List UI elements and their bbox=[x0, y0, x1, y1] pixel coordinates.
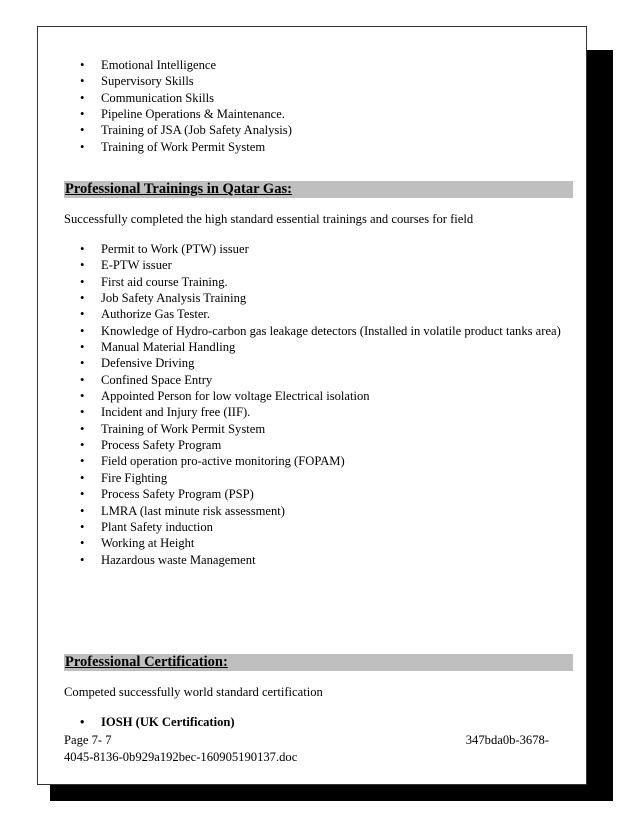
bullet-icon: • bbox=[80, 107, 85, 122]
list-item: • Working at Height bbox=[80, 536, 195, 551]
bullet-icon: • bbox=[80, 470, 85, 485]
bullet-icon: • bbox=[80, 139, 85, 154]
list-item: • Appointed Person for low voltage Electrical isolation bbox=[80, 389, 370, 404]
list-item: • Incident and Injury free (IIF). bbox=[80, 405, 251, 420]
list-item: • Defensive Driving bbox=[80, 356, 195, 371]
list-item: • First aid course Training. bbox=[80, 274, 228, 289]
bullet-icon: • bbox=[80, 519, 85, 534]
list-item: • Plant Safety induction bbox=[80, 519, 213, 534]
list-item: • Process Safety Program (PSP) bbox=[80, 487, 254, 502]
certification-intro: Competed successfully world standard certification bbox=[64, 685, 323, 699]
bullet-icon: • bbox=[80, 405, 85, 420]
bullet-icon: • bbox=[80, 242, 85, 256]
page-number: Page 7- 7 bbox=[64, 733, 112, 747]
page-footer bbox=[64, 732, 574, 766]
bullet-icon: • bbox=[80, 74, 85, 89]
bullet-icon: • bbox=[80, 715, 85, 729]
list-item: • Knowledge of Hydro-carbon gas leakage detectors (Installed in volatile product tanks area) bbox=[80, 323, 561, 338]
list-item: • Supervisory Skills bbox=[80, 74, 194, 89]
doc-id-part1: 347bda0b-3678- bbox=[465, 733, 549, 747]
bullet-icon: • bbox=[80, 487, 85, 502]
list-item: • Fire Fighting bbox=[80, 470, 168, 485]
bullet-icon: • bbox=[80, 123, 85, 138]
bullet-icon: • bbox=[80, 307, 85, 322]
list-item: • E-PTW issuer bbox=[80, 258, 172, 273]
list-item: • Training of JSA (Job Safety Analysis) bbox=[80, 123, 292, 138]
bullet-icon: • bbox=[80, 291, 85, 306]
list-item: • Job Safety Analysis Training bbox=[80, 291, 247, 306]
bullet-icon: • bbox=[80, 438, 85, 453]
bullet-icon: • bbox=[80, 90, 85, 105]
skills-list bbox=[64, 57, 292, 155]
bullet-icon: • bbox=[80, 258, 85, 273]
list-item: • Hazardous waste Management bbox=[80, 552, 256, 567]
list-item: • Communication Skills bbox=[80, 90, 214, 105]
list-item: • Emotional Intelligence bbox=[80, 58, 217, 72]
list-item: • Authorize Gas Tester. bbox=[80, 307, 211, 322]
list-item: • LMRA (last minute risk assessment) bbox=[80, 503, 285, 518]
bullet-icon: • bbox=[80, 454, 85, 469]
list-item: • IOSH (UK Certification) bbox=[80, 715, 235, 729]
list-item: • Confined Space Entry bbox=[80, 372, 213, 387]
bullet-icon: • bbox=[80, 323, 85, 338]
bullet-icon: • bbox=[80, 421, 85, 436]
bullet-icon: • bbox=[80, 503, 85, 518]
list-item: • Process Safety Program bbox=[80, 438, 222, 453]
list-item: • Field operation pro-active monitoring (FOPAM) bbox=[80, 454, 345, 469]
bullet-icon: • bbox=[80, 356, 85, 371]
list-item: • Training of Work Permit System bbox=[80, 421, 266, 436]
trainings-list bbox=[64, 241, 561, 568]
bullet-icon: • bbox=[80, 372, 85, 387]
section-heading-certification: Professional Certification: bbox=[64, 654, 573, 671]
bullet-icon: • bbox=[80, 389, 85, 404]
bullet-icon: • bbox=[80, 536, 85, 551]
bullet-icon: • bbox=[80, 552, 85, 567]
doc-id-part2: 4045-8136-0b929a192bec-160905190137.doc bbox=[64, 750, 298, 764]
section-heading-trainings: Professional Trainings in Qatar Gas: bbox=[64, 181, 573, 198]
bullet-icon: • bbox=[80, 274, 85, 289]
trainings-intro: Successfully completed the high standard essential trainings and courses for field bbox=[64, 212, 474, 226]
bullet-icon: • bbox=[80, 58, 85, 72]
list-item: • Permit to Work (PTW) issuer bbox=[80, 242, 249, 256]
certification-list bbox=[64, 714, 235, 730]
bullet-icon: • bbox=[80, 340, 85, 355]
list-item: • Training of Work Permit System bbox=[80, 139, 266, 154]
list-item: • Pipeline Operations & Maintenance. bbox=[80, 107, 285, 122]
document-page bbox=[37, 26, 587, 785]
list-item: • Manual Material Handling bbox=[80, 340, 236, 355]
